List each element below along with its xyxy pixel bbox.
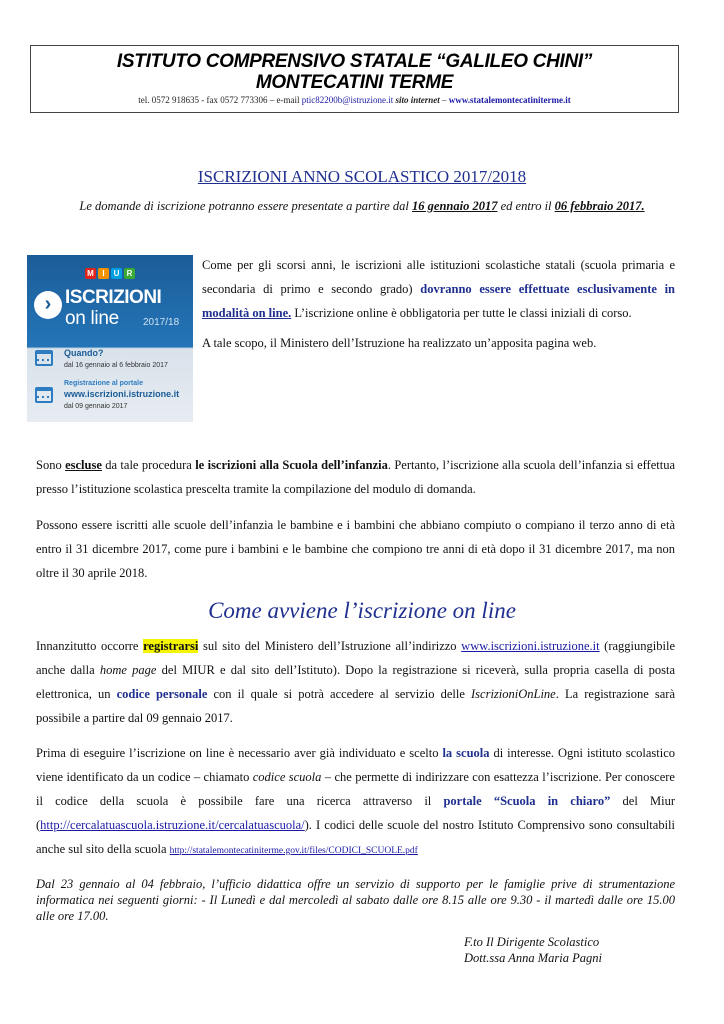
register-h: con il quale si potrà accedere al servizio delle <box>207 687 471 701</box>
cercalatuascuola-link[interactable]: http://cercalatuascuola.istruzione.it/cercalatuascuola/ <box>40 818 305 832</box>
miur-letter-i: I <box>98 268 109 279</box>
intro-paragraph-1 <box>202 253 675 325</box>
signature <box>464 934 602 966</box>
signature-role: F.to Il Dirigente Scolastico <box>464 935 600 949</box>
intro-text-d: L’iscrizione online è obbligatoria per tutte le classi iniziali di corso. <box>291 306 632 320</box>
signature-name: Dott.ssa Anna Maria Pagni <box>464 951 602 965</box>
letterhead <box>30 45 679 113</box>
banner-registration-label: Registrazione al portale <box>64 380 143 387</box>
calendar-icon <box>35 387 53 403</box>
institute-name: ISTITUTO COMPRENSIVO STATALE “GALILEO CHINI” <box>116 51 593 72</box>
intro-emphasis: dovranno essere effettuate esclusivamente in <box>420 282 676 296</box>
enrollment-dates <box>0 198 724 214</box>
subtitle-text-1: Le domande di iscrizione potranno essere presentate a partire dal <box>79 199 413 213</box>
intro-paragraph-2: A tale scopo, il Ministero dell’Istruzione ha realizzato un’apposita pagina web. <box>202 336 597 350</box>
banner-word-iscrizioni: ISCRIZIONI <box>65 287 162 308</box>
paragraph-school-code-text <box>36 741 675 863</box>
code-g: del Miur ( <box>36 794 675 832</box>
banner-registration-date: dal 09 gennaio 2017 <box>64 403 128 410</box>
codici-scuole-link[interactable]: http://statalemontecatiniterme.gov.it/files/CODICI_SCUOLE.pdf <box>169 846 418 856</box>
register-a: Innanzitutto occorre <box>36 639 144 653</box>
excluded-e: . Pertanto, l’iscrizione alla scuola dell’infanzia si effettua presso l’istituzione scolastica prescelta tramite la compilazione del modulo di domanda. <box>36 458 676 496</box>
calendar-icon <box>35 350 53 366</box>
institute-city: MONTECATINI TERME <box>255 72 454 93</box>
code-e: – che permette di indirizzare con esattezza l’iscrizione. Per conoscere il codice della scuola è possibile fare una ricerca attraverso il <box>36 770 675 808</box>
excluded-kindergarten: le iscrizioni alla Scuola dell’infanzia <box>195 458 388 472</box>
site-label: sito internet <box>393 95 440 105</box>
contact-line <box>31 94 678 107</box>
paragraph-excluded-text <box>36 453 675 501</box>
paragraph-school-code <box>36 741 675 863</box>
page-title: ISCRIZIONI ANNO SCOLASTICO 2017/2018 <box>197 167 527 186</box>
register-service-name: IscrizioniOnLine <box>471 687 556 701</box>
iscrizioni-link[interactable]: www.iscrizioni.istruzione.it <box>461 639 600 653</box>
register-f: del MIUR e dal sito dell’Istituto). Dopo la registrazione si riceverà, sulla propria casella di posta elettronica, un <box>36 663 676 701</box>
miur-letter-r: R <box>124 268 135 279</box>
banner-year: 2017/18 <box>143 317 180 328</box>
paragraph-register-text <box>36 634 675 730</box>
website-link[interactable]: www.statalemontecatiniterme.it <box>448 95 571 105</box>
miur-letter-u: U <box>111 268 122 279</box>
site-separator: – <box>439 95 449 105</box>
contact-phone-fax: tel. 0572 918635 - fax 0572 773306 – e-mail <box>138 95 302 105</box>
subtitle-text-2: ed entro il <box>497 199 555 213</box>
end-date: 06 febbraio 2017. <box>554 199 645 213</box>
excluded-a: Sono <box>36 458 66 472</box>
iscrizioni-online-banner <box>27 255 193 422</box>
email-link[interactable]: ptic82200b@istruzione.it <box>301 95 394 105</box>
paragraph-register <box>36 634 675 730</box>
section-title: Come avviene l’iscrizione on line <box>208 598 516 623</box>
paragraph-eligibility <box>36 513 675 585</box>
banner-when-dates: dal 16 gennaio al 6 febbraio 2017 <box>64 362 168 369</box>
register-c: sul sito del Ministero dell’Istruzione all’indirizzo <box>198 639 462 653</box>
register-personal-code: codice personale <box>116 687 208 701</box>
banner-word-online: on line <box>65 308 119 329</box>
excluded-word: escluse <box>65 458 102 472</box>
banner-registration-site: www.iscrizioni.istruzione.it <box>64 389 180 399</box>
code-the-school: la scuola <box>442 746 490 760</box>
register-j: . La registrazione sarà possibile a partire dal 09 gennaio 2017. <box>36 687 676 725</box>
code-c: di interesse. Ogni istituto scolastico viene identificato da un codice – chiamato <box>36 746 675 784</box>
code-h: ). I codici delle scuole del nostro Istituto Comprensivo sono consultabili anche sul sito della scuola <box>36 818 675 856</box>
intro-text-a: Come per gli scorsi anni, le iscrizioni alle istituzioni scolastiche statali (scuola primaria e secondaria di primo e secondo grado) <box>202 258 675 296</box>
chevron-right-icon: › <box>34 291 62 319</box>
register-highlight: registrarsi <box>143 639 199 653</box>
paragraph-eligibility-text: Possono essere iscritti alle scuole dell’infanzia le bambine e i bambini che abbiano compiuto o compiano il terzo anno di età entro il 31 dicembre 2017, come pure i bambini e le bambine che compiono tre anni di età dopo il 31 dicembre 2017, ma non oltre il 30 aprile 2018. <box>36 518 675 580</box>
code-school-code: codice scuola <box>252 770 322 784</box>
support-note: Dal 23 gennaio al 04 febbraio, l’ufficio didattica offre un servizio di supporto per le famiglie prive di strumentazione informatica nei seguenti giorni: - Il Lunedì e dal mercoledì al sabato dalle ore 8.15 alle ore 9.30 - il martedì dalle ore 15.00 alle ore 17.00. <box>36 877 675 923</box>
register-home-page: home page <box>99 663 157 677</box>
miur-letter-m: M <box>85 268 96 279</box>
start-date: 16 gennaio 2017 <box>412 199 498 213</box>
banner-when-label: Quando? <box>64 348 104 358</box>
code-a: Prima di eseguire l’iscrizione on line è necessario aver già individuato e scelto <box>36 746 443 760</box>
paragraph-excluded <box>36 453 675 501</box>
register-d: (raggiungibile anche dalla <box>36 639 675 677</box>
intro-online-mode: modalità on line. <box>202 306 292 320</box>
excluded-c: da tale procedura <box>101 458 196 472</box>
code-portal-name: portale “Scuola in chiaro” <box>443 794 611 808</box>
intro-text <box>202 253 675 361</box>
miur-logo <box>27 263 193 281</box>
